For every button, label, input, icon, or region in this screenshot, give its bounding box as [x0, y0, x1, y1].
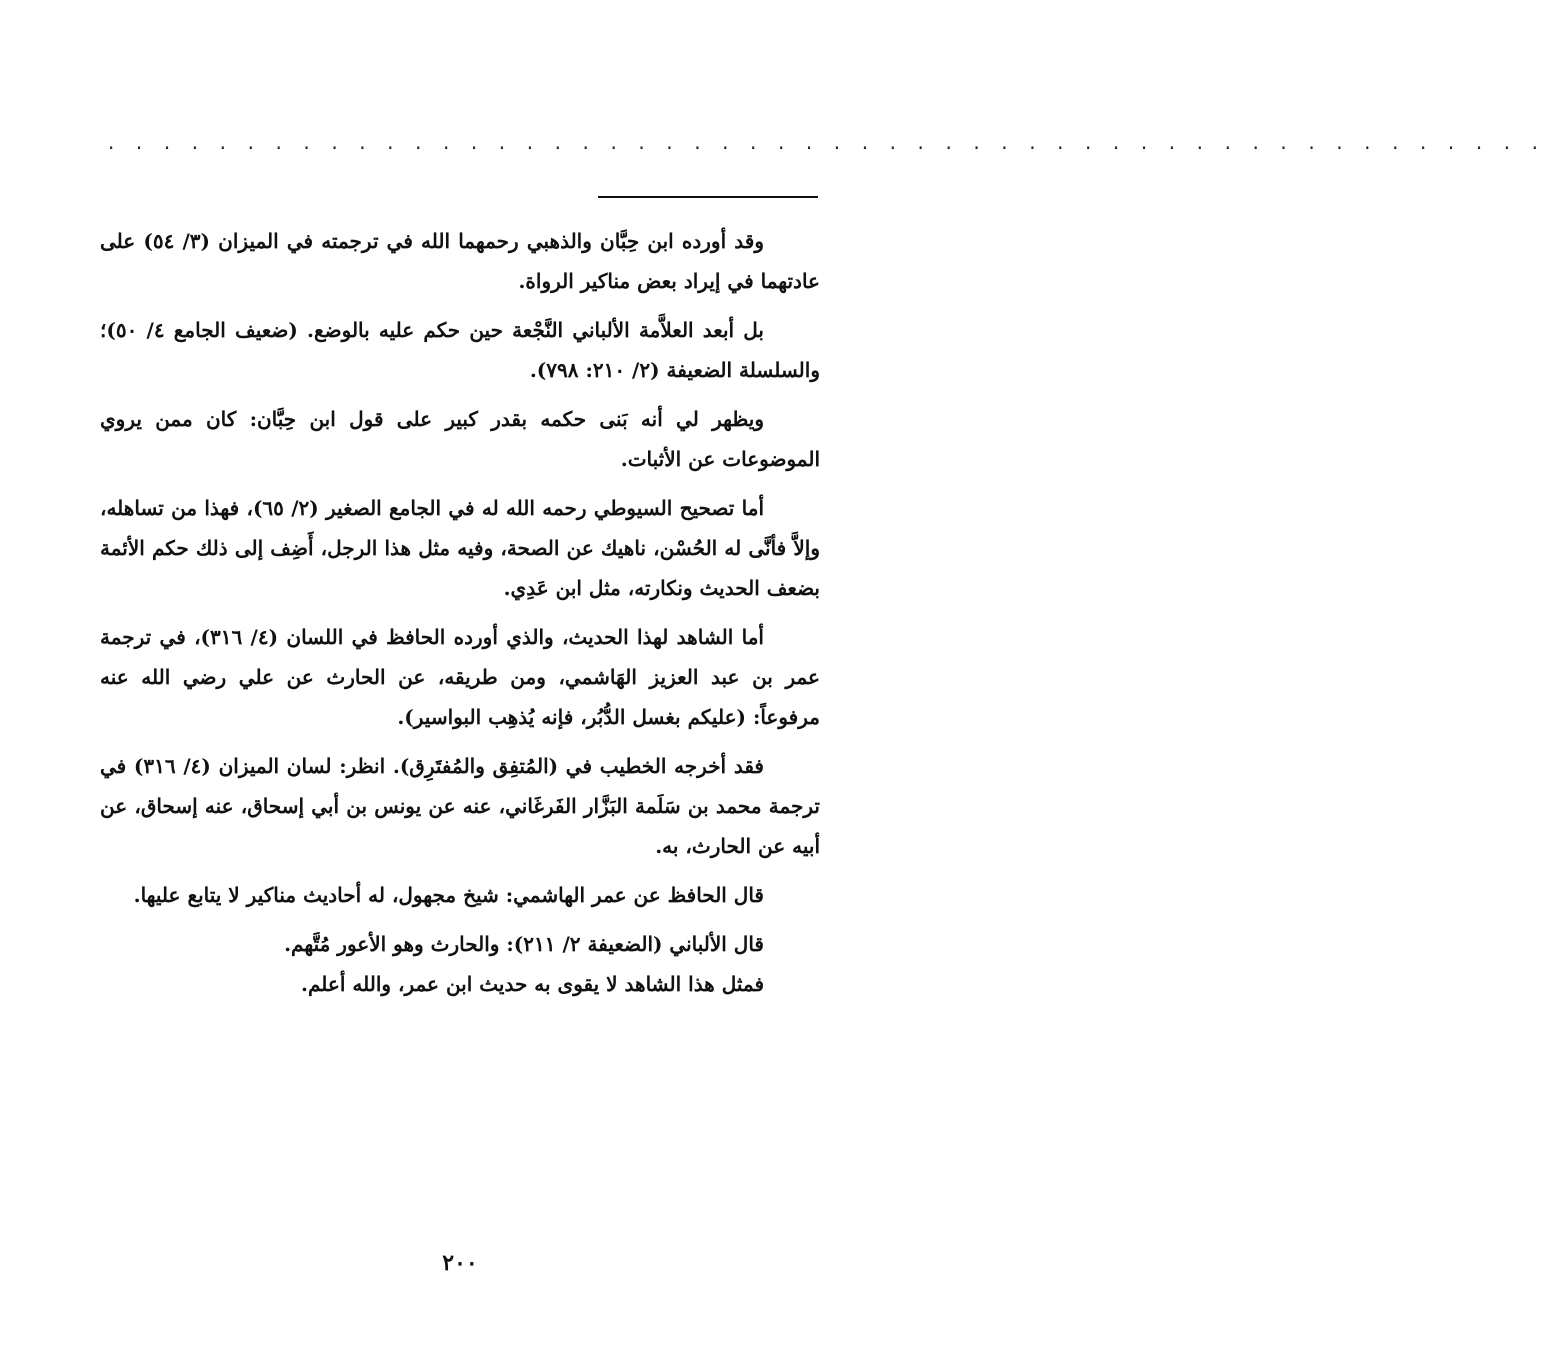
paragraph: ويظهر لي أنه بَنى حكمه بقدر كبير على قول ابن حِبَّان: كان ممن يروي الموضوعات عن الأثبات. [100, 407, 820, 471]
paragraph: وقد أورده ابن حِبَّان والذهبي رحمهما الله في ترجمته في الميزان (٣/ ٥٤) على عادتهما في إيراد بعض مناكير الرواة. [100, 229, 820, 293]
paragraph: أما تصحيح السيوطي رحمه الله له في الجامع الصغير (٢/ ٦٥)، فهذا من تساهله، وإلاَّ فأنَّى له الحُسْن، ناهيك عن الصحة، وفيه مثل هذا الرجل، أَضِف إلى ذلك حكم الأئمة بضعف الحديث ونكارته، مثل ابن عَدِي. [100, 496, 820, 600]
paragraph: فقد أخرجه الخطيب في (المُتفِق والمُفتَرِق). انظر: لسان الميزان (٤/ ٣١٦) في ترجمة محمد بن سَلَمة البَزَّار الفَرغَاني، عنه عن يونس بن أبي إسحاق، عنه إسحاق، عن أبيه عن الحارث، به. [100, 754, 820, 858]
footnote-text [100, 221, 820, 1004]
footnote-separator [598, 196, 818, 198]
paragraph: أما الشاهد لهذا الحديث، والذي أورده الحافظ في اللسان (٤/ ٣١٦)، في ترجمة عمر بن عبد العزيز الهَاشمي، ومن طريقه، عن الحارث عن علي رضي الله عنه مرفوعاً: (عليكم بغسل الدُّبُر، فإنه يُذهِب البواسير). [100, 625, 820, 729]
paragraph: بل أبعد العلاَّمة الألباني النَّجْعة حين حكم عليه بالوضع. (ضعيف الجامع ٤/ ٥٠)؛ والسلسلة الضعيفة (٢/ ٢١٠: ٧٩٨). [100, 318, 820, 382]
paragraph: قال الحافظ عن عمر الهاشمي: شيخ مجهول، له أحاديث مناكير لا يتابع عليها. [133, 883, 764, 907]
paragraph: فمثل هذا الشاهد لا يقوى به حديث ابن عمر، والله أعلم. [301, 972, 764, 996]
header-dotted-rule: · · · · · · · · · · · · · · · · · · · · · · · · · · · · · · · · · · · · · · · · · · · · · · · · · · · · [108, 136, 1546, 160]
page-number: ٢٠٠ [442, 1250, 478, 1276]
paragraph: قال الألباني (الضعيفة ٢/ ٢١١): والحارث وهو الأعور مُتَّهم. [284, 932, 764, 956]
